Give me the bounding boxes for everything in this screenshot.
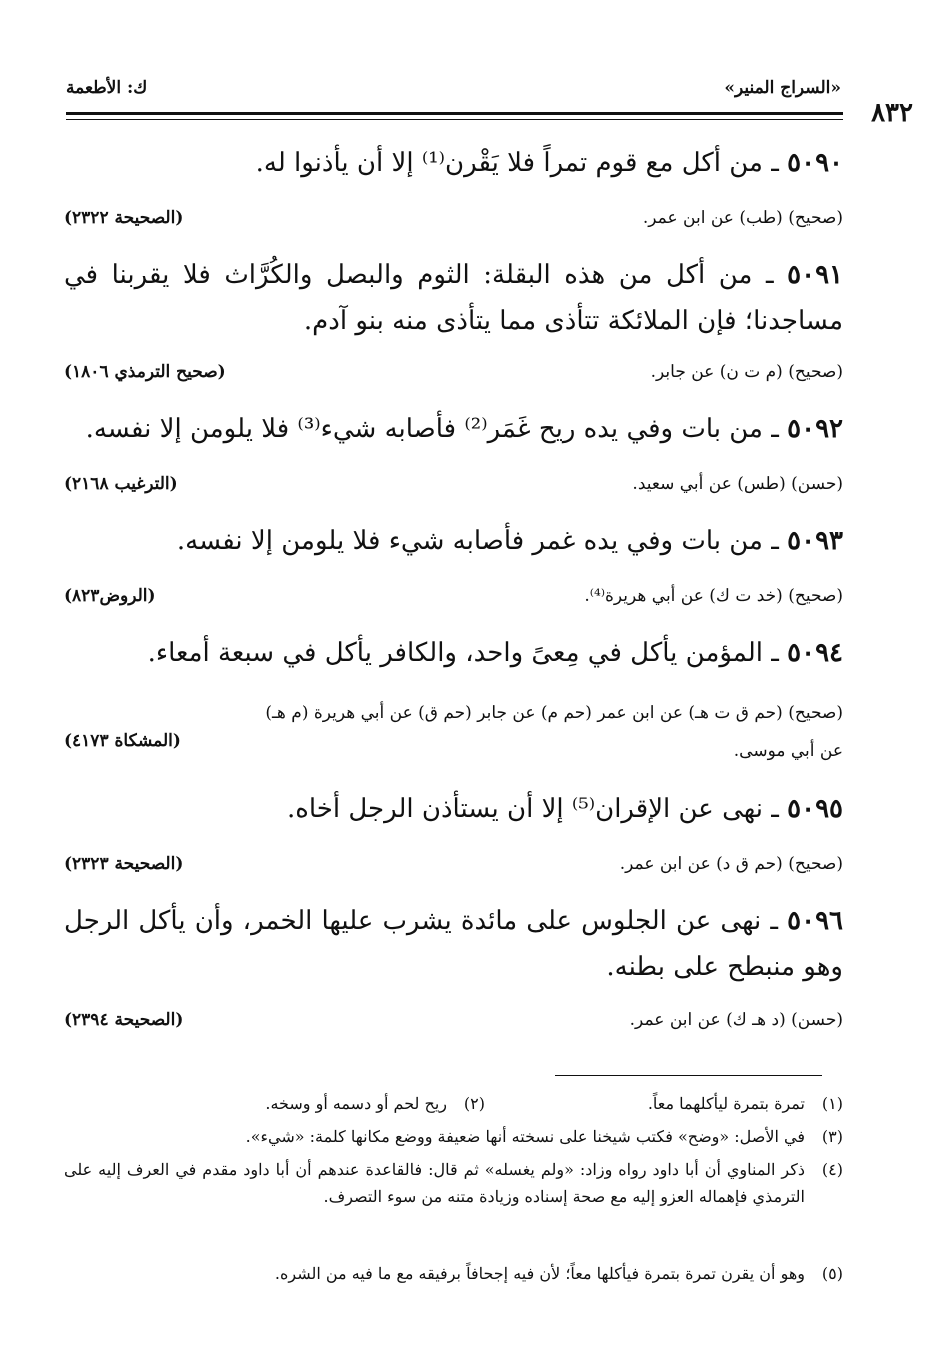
hadith-reference: (الروض٨٢٣) [64,586,156,606]
hadith-text: المؤمن يأكل في مِعىً واحد، والكافر يأكل في سبعة أمعاء. [147,638,763,668]
hadith-source [64,474,843,504]
hadith-number: ٥٠٩٠ [787,148,843,178]
footnote-text: ذكر المناوي أن أبا داود رواه وزاد: «ولم يغسله» ثم قال: فالقاعدة عندهم أن أبا داود مقدم في العرف إليه على الترمذي فإهماله العزو إليه مع صحة إسناده وزيادة متنه من سوء التصرف. [64,1160,805,1206]
footnote-text: في الأصل: «وضح» فكتب شيخنا على نسخته أنها ضعيفة ووضع مكانها كلمة: «شيء». [245,1127,805,1146]
hadith-5092: ٥٠٩٢ ـ من بات وفي يده ريح غَمَر⁽²⁾ فأصابه شيء⁽³⁾ فلا يلومن إلا نفسه. [85,414,843,444]
hadith-reference: (الترغيب ٢١٦٨) [64,474,178,494]
hadith-source [64,362,843,392]
footnote-separator [555,1075,822,1076]
footnote-mark: (٢) [463,1094,485,1113]
hadith-5094: ٥٠٩٤ ـ المؤمن يأكل في مِعىً واحد، والكافر يأكل في سبعة أمعاء. [147,638,843,668]
footnote-text: ريح لحم أو دسمه أو وسخه. [265,1094,447,1113]
hadith-reference: (المشكاة ٤١٧٣) [64,731,181,751]
hadith-grade: (حسن) (طس) عن أبي سعيد. [632,474,843,494]
hadith-text: نهى عن الإقران⁽⁵⁾ إلا أن يستأذن الرجل أخاه. [286,794,763,824]
hadith-5095: ٥٠٩٥ ـ نهى عن الإقران⁽⁵⁾ إلا أن يستأذن الرجل أخاه. [286,794,843,824]
hadith-text: من أكل من هذه البقلة: الثوم والبصل والكُرَّاث فلا يقربنا في مساجدنا؛ فإن الملائكة تتأذى مما يتأذى منه بنو آدم. [64,260,843,336]
footnote-5 [64,1260,843,1287]
hadith-number: ٥٠٩٣ [787,526,843,556]
footnote-text: وهو أن يقرن تمرة بتمرة فيأكلها معاً؛ لأن فيه إجحافاً برفيقه مع ما فيه من الشره. [274,1264,805,1283]
hadith-5090: ٥٠٩٠ ـ من أكل مع قوم تمراً فلا يَقْرن⁽¹⁾ إلا أن يأذنوا له. [255,148,843,178]
footnote-3 [64,1123,843,1150]
hadith-grade: (حسن) (د هـ ك) عن ابن عمر. [629,1010,843,1030]
hadith-grade: (صحيح) (خد ت ك) عن أبي هريرة⁽⁴⁾. [584,586,843,606]
hadith-number: ٥٠٩٢ [787,414,843,444]
hadith-grade: (صحيح) (م ت ن) عن جابر. [650,362,843,382]
footnote-mark: (١) [821,1094,843,1113]
hadith-reference: (صحيح الترمذي ١٨٠٦) [64,362,226,382]
page-number: ٨٣٢ [871,98,913,128]
hadith-5096: ٥٠٩٦ ـ نهى عن الجلوس على مائدة يشرب عليها الخمر، وأن يأكل الرجل وهو منبطح على بطنه. [64,906,844,982]
hadith-text: نهى عن الجلوس على مائدة يشرب عليها الخمر، وأن يأكل الرجل وهو منبطح على بطنه. [64,906,843,982]
hadith-number: ٥٠٩١ [787,260,843,290]
hadith-source [64,586,843,616]
hadith-source [64,1010,843,1040]
hadith-grade: (صحيح) (طب) عن ابن عمر. [642,208,843,228]
hadith-source [64,854,843,884]
hadith-5091: ٥٠٩١ ـ من أكل من هذه البقلة: الثوم والبصل والكُرَّاث فلا يقربنا في مساجدنا؛ فإن الملائكة تتأذى مما يتأذى منه بنو آدم. [64,260,843,336]
hadith-number: ٥٠٩٦ [787,906,844,936]
hadith-5093: ٥٠٩٣ ـ من بات وفي يده غمر فأصابه شيء فلا يلومن إلا نفسه. [176,526,843,556]
header-rule [66,112,843,115]
hadith-reference: (الصحيحة ٢٣٢٣) [64,854,184,874]
hadith-grade: (صحيح) (حم ق ت هـ) عن ابن عمر (حم م) عن جابر (حم ق) عن أبي هريرة (م هـ) [265,703,843,723]
footnote-mark: (٥) [821,1264,843,1283]
hadith-number: ٥٠٩٤ [787,638,843,668]
hadith-source [64,694,843,770]
footnote-4 [64,1156,843,1210]
footnote-text: تمرة بتمرة ليأكلهما معاً. [647,1094,805,1113]
header-rule-thin [66,119,843,120]
hadith-text: من أكل مع قوم تمراً فلا يَقْرن⁽¹⁾ إلا أن يأذنوا له. [255,148,763,178]
hadith-source [64,208,843,238]
running-title: «السراج المنير» [724,78,841,98]
footnote-mark: (٤) [821,1160,843,1179]
hadith-grade-continued: عن أبي موسى. [733,741,843,761]
hadith-grade: (صحيح) (حم ق د) عن ابن عمر. [619,854,843,874]
footnote-mark: (٣) [821,1127,843,1146]
hadith-reference: (الصحيحة ٢٣٢٢) [64,208,184,228]
footnote-1-2 [64,1090,843,1117]
hadith-reference: (الصحيحة ٢٣٩٤) [64,1010,184,1030]
hadith-number: ٥٠٩٥ [787,794,843,824]
chapter-title: ك: الأطعمة [66,78,148,98]
hadith-text: من بات وفي يده غمر فأصابه شيء فلا يلومن إلا نفسه. [176,526,763,556]
hadith-text: من بات وفي يده ريح غَمَر⁽²⁾ فأصابه شيء⁽³⁾ فلا يلومن إلا نفسه. [85,414,763,444]
